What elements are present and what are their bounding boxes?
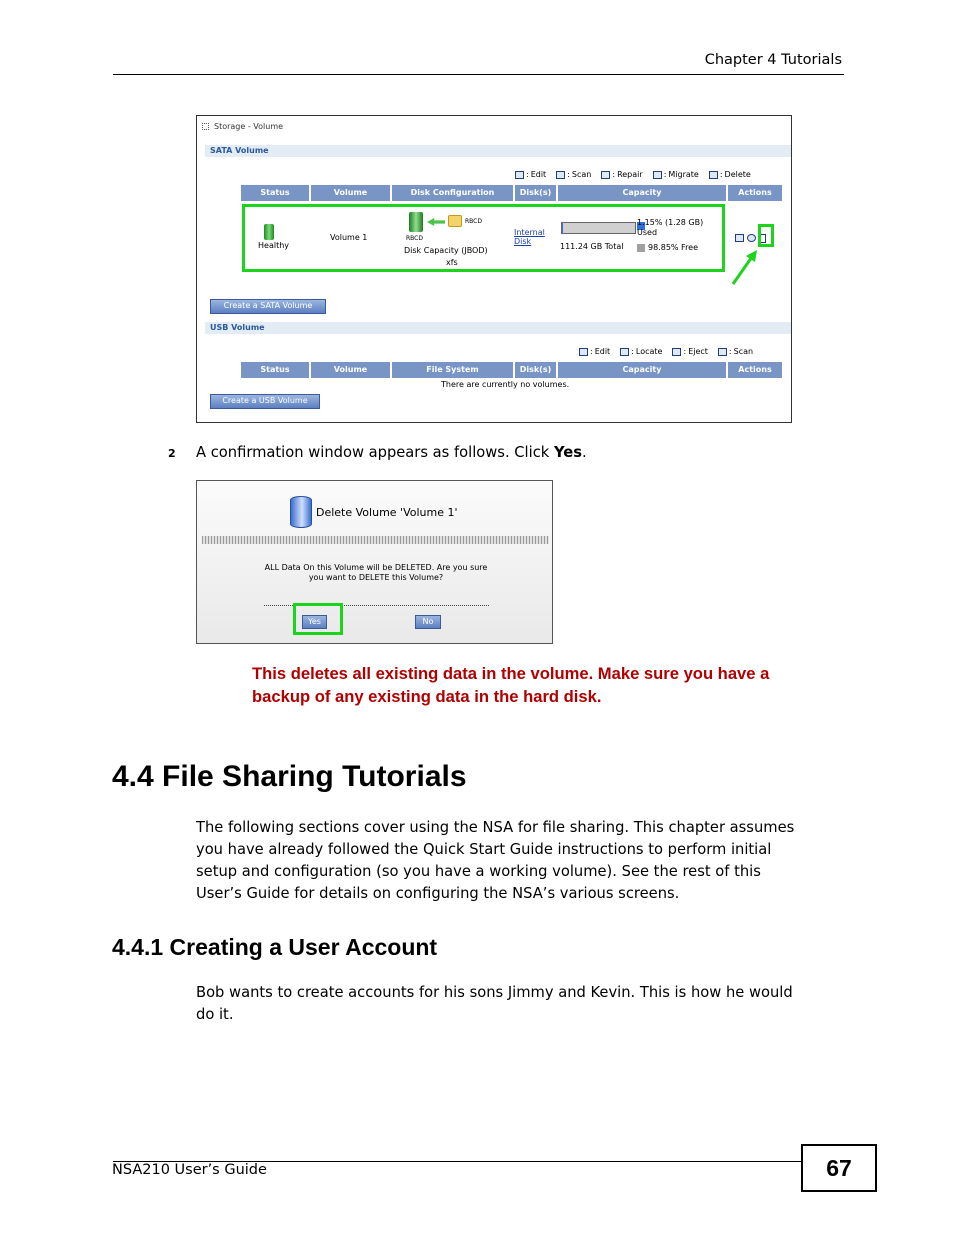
grid-icon [202,123,209,130]
sata-section-title: SATA Volume [205,145,791,157]
edit-icon [515,171,524,179]
page-number: 67 [801,1144,877,1192]
create-sata-volume-button[interactable]: Create a SATA Volume [210,299,326,314]
edit-icon [579,348,588,356]
legend-edit: : Edit [579,347,610,356]
subsection-heading: 4.4.1 Creating a User Account [112,934,438,960]
status-value: Healthy [258,241,290,250]
internal-disk-link[interactable]: Internal Disk [514,228,545,246]
chapter-header: Chapter 4 Tutorials [704,52,842,68]
col-capacity: Capacity [558,362,726,378]
col-actions: Actions [728,185,782,201]
trash-icon [709,171,718,179]
legend-delete: : Delete [709,170,751,179]
sata-table-header [241,185,784,201]
col-disks: Disk(s) [515,185,556,201]
sata-legend [515,170,751,179]
scan-icon [718,348,727,356]
migrate-icon [653,171,662,179]
usb-table-header [241,362,784,378]
col-volume: Volume [311,185,390,201]
col-capacity: Capacity [558,185,726,201]
yes-button[interactable]: Yes [302,615,327,629]
volume-name: Volume 1 [330,233,368,242]
database-icon [290,496,312,528]
confirm-dialog-screenshot [196,480,553,644]
usb-section-title: USB Volume [205,322,791,334]
col-status: Status [241,362,309,378]
capacity-free: 98.85% Free [648,243,699,252]
edit-icon[interactable] [735,234,744,242]
scan-icon [556,171,565,179]
legend-migrate: : Migrate [653,170,699,179]
no-button[interactable]: No [415,615,441,629]
repair-icon [601,171,610,179]
col-status: Status [241,185,309,201]
step-number: 2 [168,447,176,460]
disk-config-value: Disk Capacity (JBOD) [404,246,488,255]
highlight-delete-box [758,224,774,247]
highlight-row-box [242,204,725,272]
highlight-yes-box [293,603,343,635]
legend-scan: : Scan [718,347,753,356]
green-arrow-icon [730,248,760,288]
capacity-used: 1.15% (1.28 GB) Used [637,218,704,237]
legend-repair: : Repair [601,170,642,179]
raid-label-right: RBCD [465,218,482,225]
col-actions: Actions [728,362,782,378]
legend-eject: : Eject [672,347,707,356]
usb-empty-message: There are currently no volumes. [441,380,570,389]
dialog-title: Delete Volume 'Volume 1' [316,506,458,519]
locate-icon [620,348,629,356]
capacity-total: 111.24 GB Total [560,242,624,251]
warning-note: This deletes all existing data in the volume. Make sure you have a backup of any existing data in the hard disk. [252,664,770,706]
divider-hatch [202,536,549,544]
scan-icon[interactable] [747,234,756,242]
dialog-message: ALL Data On this Volume will be DELETED. Are you sure you want to DELETE this Volume? [264,563,488,582]
subsection-body: Bob wants to create accounts for his sons Jimmy and Kevin. This is how he would do it. [196,984,793,1023]
breadcrumb [202,122,283,131]
col-disks: Disk(s) [515,362,556,378]
volume-screenshot [196,115,792,423]
usb-legend [579,347,753,356]
col-disk-config: Disk Configuration [392,185,513,201]
legend-locate: : Locate [620,347,662,356]
col-file-system: File System [392,362,513,378]
step-2-text: A confirmation window appears as follows. Click Yes. [196,444,587,461]
raid-label-left: RBCD [406,235,423,242]
breadcrumb-text: Storage - Volume [214,122,284,131]
legend-scan: : Scan [556,170,591,179]
header-rule [113,74,844,75]
legend-edit: : Edit [515,170,546,179]
footer-guide-title: NSA210 User’s Guide [112,1162,267,1178]
section-heading: 4.4 File Sharing Tutorials [112,760,467,793]
create-usb-volume-button[interactable]: Create a USB Volume [210,394,320,409]
fs-value: xfs [446,258,458,267]
col-volume: Volume [311,362,390,378]
eject-icon [672,348,681,356]
section-body: The following sections cover using the NSA for file sharing. This chapter assumes you have already followed the Quick Start Guide instructions to perform initial setup and configuration (so you have a working volume). See the rest of this User’s Guide for details on configuring the NSA’s various screens. [196,819,795,902]
